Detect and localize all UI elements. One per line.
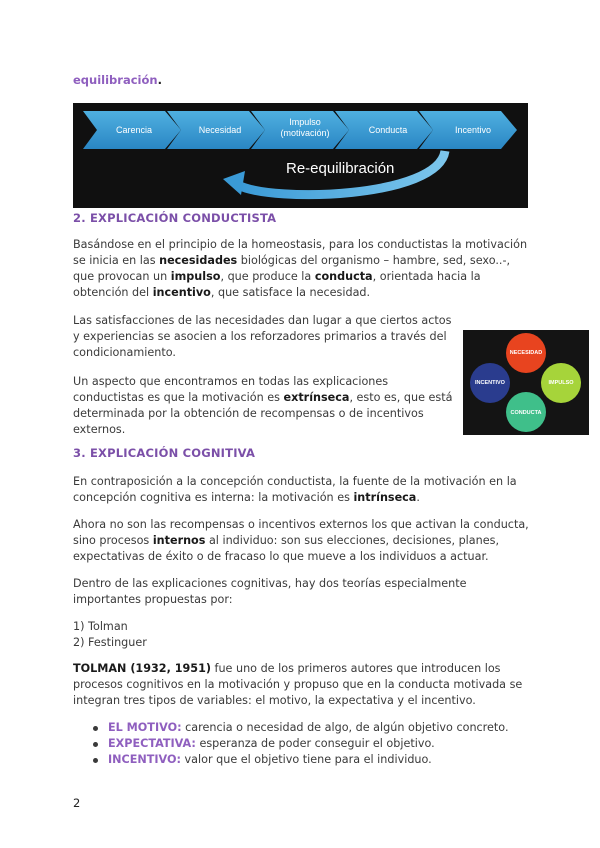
author-item-tolman: 1) Tolman: [73, 620, 128, 633]
p1-text-d: , que produce la: [220, 270, 315, 283]
section3-paragraph2: [73, 517, 533, 565]
tolman-paragraph: [73, 661, 533, 709]
step-impulso-line1: Impulso: [289, 117, 321, 127]
section2-paragraph2: Las satisfacciones de las necesidades dan lugar a que ciertos actos y experiencias se asocien a los reforzadores primarios a través del condicionamiento.: [73, 314, 452, 359]
motivation-cycle-diagram: [463, 330, 589, 435]
p3-text-a: Un aspecto que encontramos en todas las explicaciones conductistas es que la motivación es: [73, 375, 389, 404]
bullet-term: EL MOTIVO:: [108, 721, 182, 734]
section3-paragraph1: [73, 474, 533, 506]
bullet-dot: [93, 758, 98, 763]
p1-bold-necesidades: necesidades: [159, 254, 238, 267]
s3p2-text-c: al individuo: son sus elecciones, decisiones, planes, expectativas de éxito o de fracaso lo que mueve a los individuos a actuar.: [73, 534, 499, 563]
section3-paragraph3: Dentro de las explicaciones cognitivas, hay dos teorías especialmente importantes propuestas por:: [73, 577, 467, 606]
s3p1-text-c: .: [416, 491, 420, 504]
p1-text-f: , que satisface la necesidad.: [210, 286, 371, 299]
top-word-text: equilibración: [73, 73, 158, 87]
s3p1-text-a: En contraposición a la concepción conductista, la fuente de la motivación en la concepción cognitiva es interna: la motivación es: [73, 475, 517, 504]
top-word: [73, 73, 162, 87]
label-incentivo: INCENTIVO: [475, 380, 505, 386]
p1-text-c: biológicas del organismo – hambre, sed, sexo..-, que provocan un: [73, 254, 511, 283]
bullet-text: carencia o necesidad de algo, de algún objetivo concreto.: [181, 721, 509, 734]
step-necesidad: Necesidad: [198, 125, 242, 135]
bullet-text: valor que el objetivo tiene para el individuo.: [180, 753, 432, 766]
label-impulso: IMPULSO: [548, 380, 574, 386]
p1-bold-conducta: conducta: [314, 270, 373, 283]
s3p1-bold-intrinseca: intrínseca: [353, 491, 417, 504]
bullet-incentivo: [93, 752, 509, 768]
re-equilibracion-caption: Re-equilibración: [286, 160, 395, 177]
bullet-term: EXPECTATIVA:: [108, 737, 196, 750]
section2-paragraph1: [73, 237, 533, 301]
label-necesidad: NECESIDAD: [509, 350, 543, 356]
bullet-dot: [93, 726, 98, 731]
p3-bold-extrinseca: extrínseca: [283, 391, 350, 404]
variables-bullet-list: [93, 720, 509, 768]
section2-heading: 2. EXPLICACIÓN CONDUCTISTA: [73, 211, 277, 225]
section2-paragraph3: [73, 374, 453, 438]
s3p2-bold-internos: internos: [152, 534, 206, 547]
author-item-festinguer: 2) Festinguer: [73, 636, 147, 649]
s3p2-text-a: Ahora no son las recompensas o incentivos externos los que activan la conducta, sino procesos: [73, 518, 529, 547]
p1-bold-impulso: impulso: [170, 270, 221, 283]
bullet-term: INCENTIVO:: [108, 753, 181, 766]
section3-heading: 3. EXPLICACIÓN COGNITIVA: [73, 446, 256, 460]
tolman-text: fue uno de los primeros autores que introducen los procesos cognitivos en la motivación y propuso que en la conducta motivada se integran tres tipos de variables: el motivo, la expectativa y el incentivo.: [73, 662, 523, 707]
step-incentivo: Incentivo: [454, 125, 492, 135]
page-number: 2: [73, 796, 81, 810]
top-word-dot: .: [157, 73, 162, 87]
bullet-dot: [93, 742, 98, 747]
motivation-process-banner: [73, 103, 528, 208]
authors-list: [73, 619, 533, 651]
bullet-expectativa: [93, 736, 509, 752]
label-conducta: CONDUCTA: [510, 410, 542, 416]
tolman-name: TOLMAN (1932, 1951): [73, 662, 211, 675]
bullet-motivo: [93, 720, 509, 736]
step-carencia: Carencia: [115, 125, 153, 135]
p1-text-e: , orientada hacia la obtención del: [73, 270, 481, 299]
step-conducta: Conducta: [368, 125, 408, 135]
bullet-text: esperanza de poder conseguir el objetivo.: [195, 737, 435, 750]
p1-text-a: Basándose en el principio de la homeostasis, para los conductistas la motivación se inicia en las: [73, 238, 528, 267]
p1-bold-incentivo: incentivo: [152, 286, 211, 299]
p3-text-c: , esto es, que está determinada por la obtención de recompensas o de incentivos externos.: [73, 391, 453, 436]
step-impulso-line2: (motivación): [280, 128, 330, 138]
step-impulso: [273, 117, 337, 139]
